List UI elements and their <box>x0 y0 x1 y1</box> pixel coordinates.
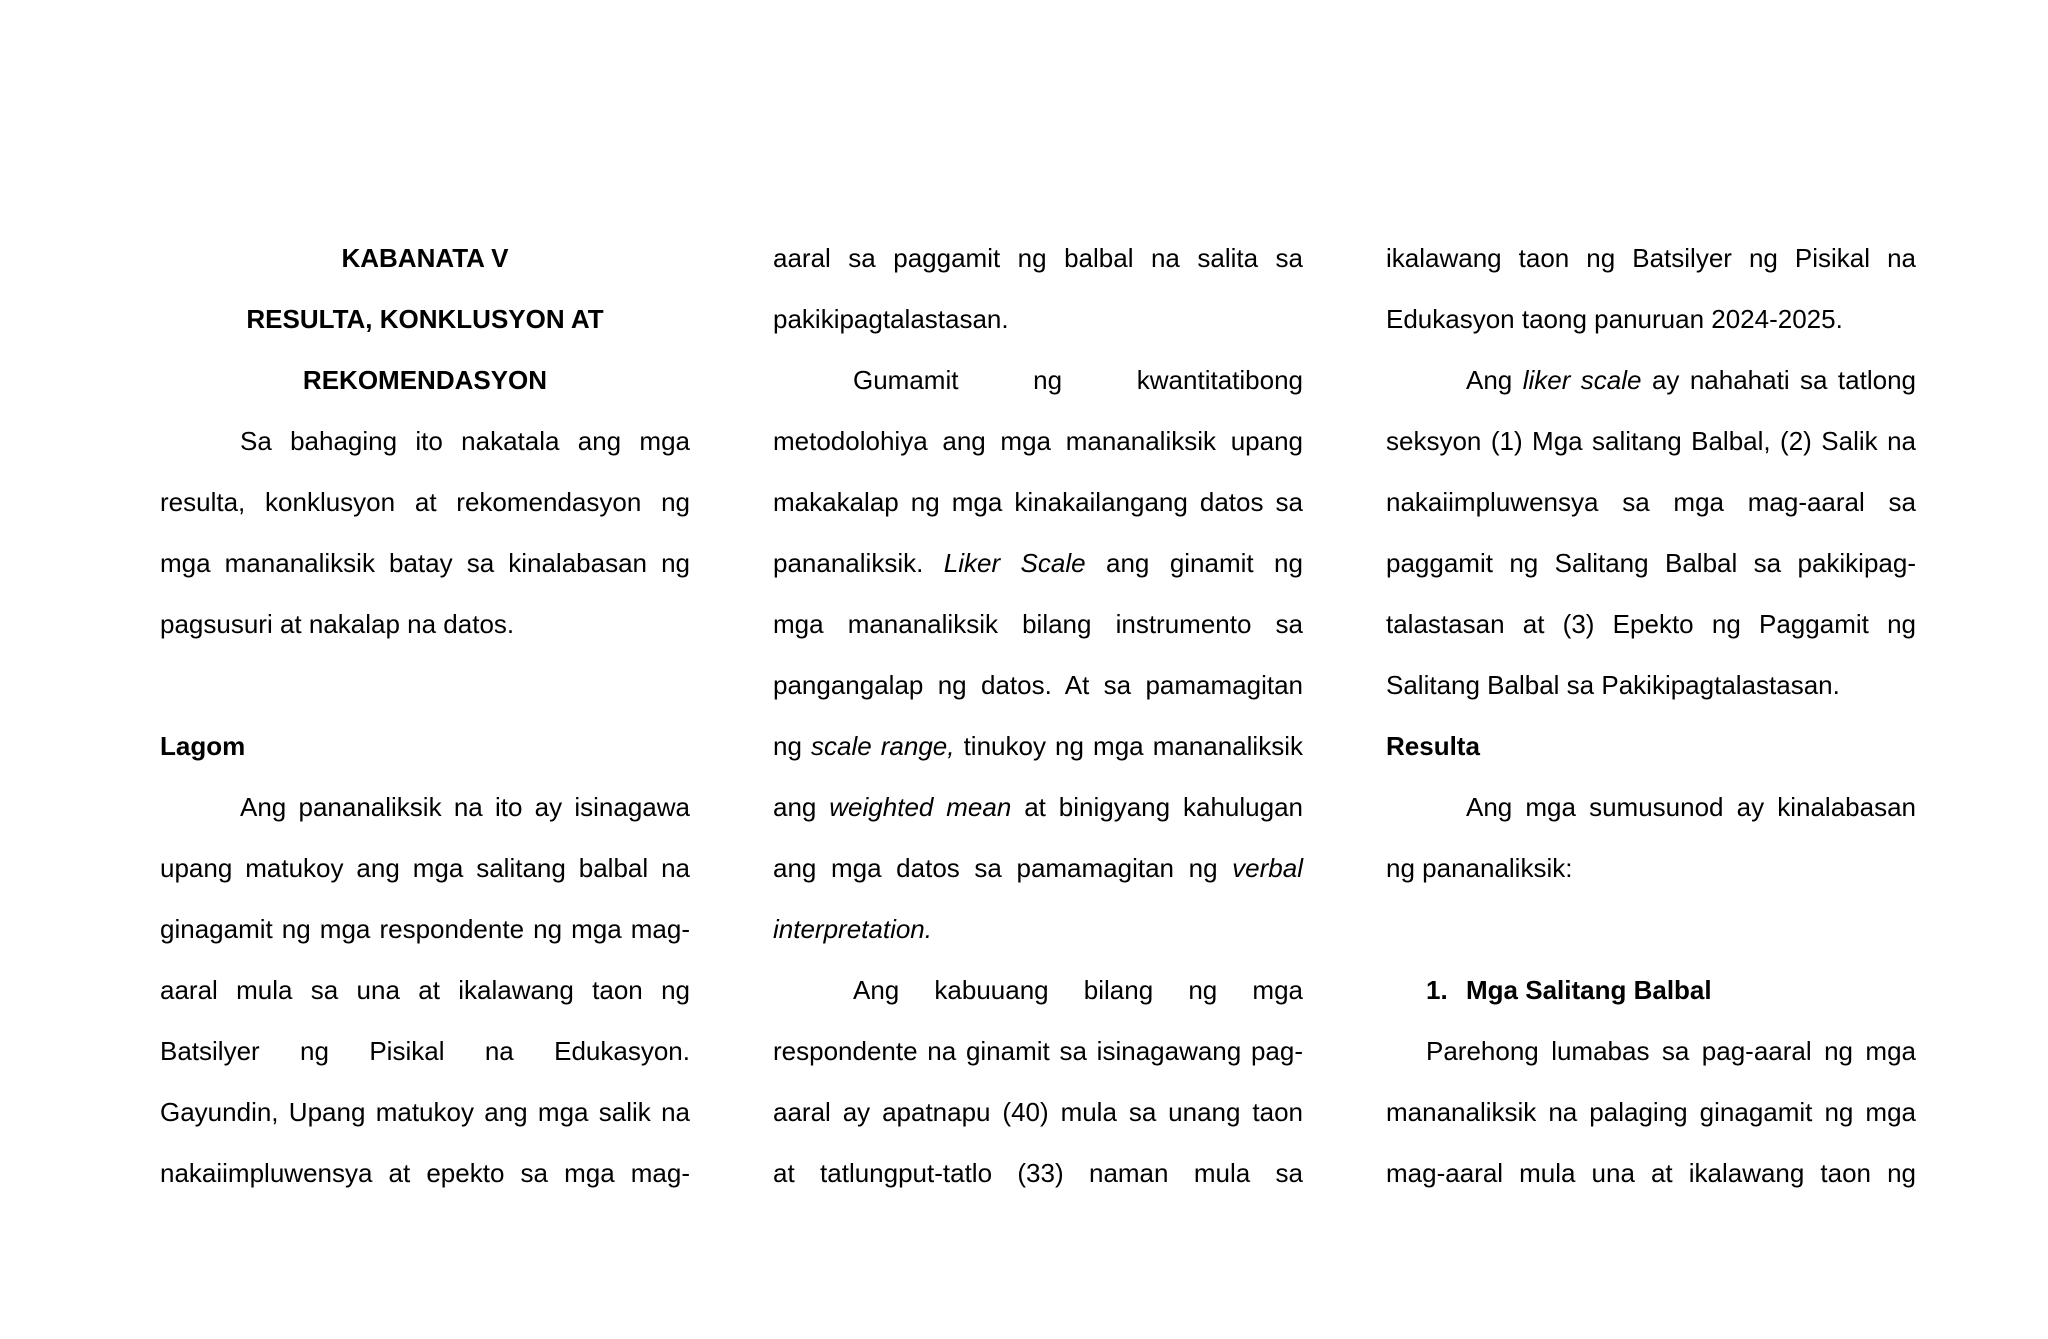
text-line: mga mananaliksik bilang instrumento sa <box>773 609 1303 639</box>
text-line: ang mga datos sa pamamagitan ng verbal <box>773 853 1303 883</box>
text-line: ng scale range, tinukoy ng mga mananaliksik <box>773 731 1303 761</box>
text-line: seksyon (1) Mga salitang Balbal, (2) Salik na <box>1386 426 1916 456</box>
spacer <box>1386 899 1916 960</box>
column-2 <box>773 228 1303 1204</box>
text-line: Sa bahaging ito nakatala ang mga <box>240 426 690 456</box>
column-1 <box>160 228 690 1204</box>
text-line: pagsusuri at nakalap na datos. <box>160 609 515 639</box>
text-line: pananaliksik. Liker Scale ang ginamit ng <box>773 548 1303 578</box>
text-line: Ang liker scale ay nahahati sa tatlong <box>1466 365 1916 395</box>
text-line: talastasan at (3) Epekto ng Paggamit ng <box>1386 609 1916 639</box>
resulta-paragraph <box>1386 777 1916 899</box>
scale-paragraph <box>1386 350 1916 716</box>
text-line: respondente na ginamit sa isinagawang pag- <box>773 1036 1303 1066</box>
text-line: Batsilyer ng Pisikal na Edukasyon. <box>160 1036 690 1066</box>
text-line: pangangalap ng datos. At sa pamamagitan <box>773 670 1303 700</box>
text-line: makakalap ng mga kinakailangang datos sa <box>773 487 1303 517</box>
section-heading-resulta: Resulta <box>1386 731 1480 761</box>
column-3 <box>1386 228 1916 1204</box>
intro-paragraph <box>160 411 690 655</box>
text-line: Edukasyon taong panuruan 2024-2025. <box>1386 304 1843 334</box>
text-line: mag-aaral mula una at ikalawang taon ng <box>1386 1158 1916 1188</box>
text-line: ang weighted mean at binigyang kahulugan <box>773 792 1303 822</box>
numbered-heading <box>1386 960 1916 1021</box>
text-line: ng pananaliksik: <box>1386 853 1573 883</box>
text-line: resulta, konklusyon at rekomendasyon ng <box>160 487 690 517</box>
methodology-paragraph <box>773 350 1303 960</box>
chapter-subtitle-line-1: RESULTA, KONKLUSYON AT <box>246 304 604 334</box>
text-line: nakaiimpluwensya at epekto sa mga mag- <box>160 1158 690 1188</box>
continued-paragraph <box>1386 228 1916 350</box>
list-heading-label: Mga Salitang Balbal <box>1466 975 1712 1005</box>
respondents-paragraph <box>773 960 1303 1204</box>
text-line: ikalawang taon ng Batsilyer ng Pisikal na <box>1386 243 1916 273</box>
text-line: mga mananaliksik batay sa kinalabasan ng <box>160 548 690 578</box>
text-line: Gumamit ng kwantitatibong <box>853 365 1303 395</box>
text-line: Salitang Balbal sa Pakikipagtalastasan. <box>1386 670 1840 700</box>
text-line: aaral ay apatnapu (40) mula sa unang taon <box>773 1097 1303 1127</box>
text-line: pakikipagtalastasan. <box>773 304 1009 334</box>
text-line: paggamit ng Salitang Balbal sa pakikipag- <box>1386 548 1916 578</box>
chapter-title: KABANATA V <box>341 243 509 273</box>
section-heading-lagom: Lagom <box>160 731 246 761</box>
text-line: nakaiimpluwensya sa mga mag-aaral sa <box>1386 487 1916 517</box>
list-number: 1. <box>1426 975 1448 1005</box>
text-line: Ang pananaliksik na ito ay isinagawa <box>240 792 690 822</box>
lagom-paragraph <box>160 777 690 1204</box>
text-line: Gayundin, Upang matukoy ang mga salik na <box>160 1097 690 1127</box>
text-line: aaral sa paggamit ng balbal na salita sa <box>773 243 1303 273</box>
continued-paragraph <box>773 228 1303 350</box>
text-line: metodolohiya ang mga mananaliksik upang <box>773 426 1303 456</box>
chapter-subtitle-line-2: REKOMENDASYON <box>302 365 548 395</box>
text-line: at tatlungput-tatlo (33) naman mula sa <box>773 1158 1303 1188</box>
text-line: mananaliksik na palaging ginagamit ng mga <box>1386 1097 1916 1127</box>
text-line: aaral mula sa una at ikalawang taon ng <box>160 975 690 1005</box>
text-line: Ang kabuuang bilang ng mga <box>853 975 1303 1005</box>
spacer <box>160 655 690 716</box>
text-line: interpretation. <box>773 914 932 944</box>
text-line: upang matukoy ang mga salitang balbal na <box>160 853 690 883</box>
text-line: ginagamit ng mga respondente ng mga mag- <box>160 914 690 944</box>
balbal-paragraph <box>1386 1021 1916 1204</box>
text-line: Parehong lumabas sa pag-aaral ng mga <box>1426 1036 1916 1066</box>
text-line: Ang mga sumusunod ay kinalabasan <box>1466 792 1916 822</box>
